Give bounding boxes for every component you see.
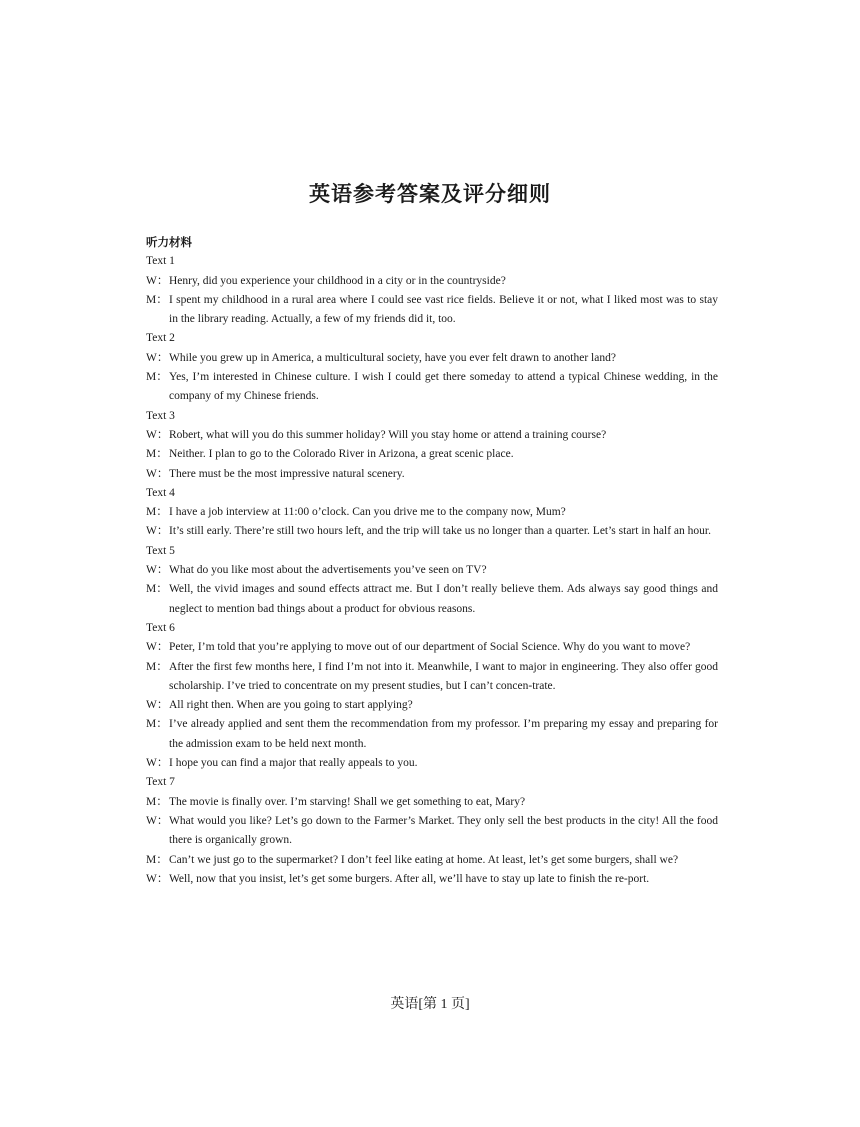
speaker-label: M： [146, 853, 168, 866]
dialogue-line [146, 754, 718, 773]
dialogue-text: What do you like most about the advertisements you’ve seen on TV? [169, 564, 487, 577]
text-heading: Text 2 [146, 332, 175, 345]
speaker-label: W： [146, 699, 169, 712]
text-heading: Text 7 [146, 776, 175, 789]
dialogue-text: All right then. When are you going to start applying? [169, 699, 413, 712]
dialogue-text: There must be the most impressive natural scenery. [169, 467, 405, 480]
speaker-label: W： [146, 564, 169, 577]
page-footer: 英语[第 1 页] [390, 997, 470, 1012]
dialogue-text: Well, the vivid images and sound effects attract me. But I don’t really believe them. Ads always say good things and neglect to mention bad things about a product for obvious reasons. [169, 583, 718, 615]
dialogue-line [146, 870, 718, 889]
dialogue-line [146, 561, 718, 580]
dialogue-text: I hope you can find a major that really appeals to you. [169, 757, 418, 770]
speaker-label: W： [146, 872, 169, 885]
dialogue-text: I have a job interview at 11:00 o’clock. Can you drive me to the company now, Mum? [169, 506, 566, 519]
listening-material [146, 233, 718, 889]
dialogue-line [146, 445, 718, 464]
dialogue-line [146, 291, 718, 330]
dialogue-line [146, 851, 718, 870]
speaker-label: W： [146, 351, 169, 364]
text-heading: Text 1 [146, 255, 175, 268]
dialogue-line [146, 522, 718, 541]
dialogue-text: While you grew up in America, a multicultural society, have you ever felt drawn to another land? [169, 351, 616, 364]
dialogue-line [146, 368, 718, 407]
speaker-label: W： [146, 814, 169, 827]
dialogue-text: Peter, I’m told that you’re applying to move out of our department of Social Science. Why do you want to move? [169, 641, 691, 654]
dialogue-text: Can’t we just go to the supermarket? I don’t feel like eating at home. At least, let’s get some burgers, shall we? [169, 853, 679, 866]
dialogue-text: Well, now that you insist, let’s get some burgers. After all, we’ll have to stay up late to finish the re-port. [169, 872, 650, 885]
dialogue-text: Robert, what will you do this summer holiday? Will you stay home or attend a training course? [169, 428, 607, 441]
speaker-label: W： [146, 467, 169, 480]
speaker-label: W： [146, 641, 169, 654]
dialogue-line [146, 638, 718, 657]
text-heading: Text 6 [146, 621, 175, 634]
dialogue-line [146, 349, 718, 368]
speaker-label: M： [146, 660, 168, 673]
speaker-label: M： [146, 293, 168, 306]
dialogue-line [146, 658, 718, 697]
speaker-label: M： [146, 448, 168, 461]
speaker-label: W： [146, 274, 169, 287]
speaker-label: M： [146, 795, 168, 808]
dialogue-text: It’s still early. There’re still two hours left, and the trip will take us no longer than a quarter. Let’s start in half an hour. [169, 525, 711, 538]
speaker-label: M： [146, 371, 168, 384]
dialogue-text: The movie is finally over. I’m starving! Shall we get something to eat, Mary? [169, 795, 526, 808]
speaker-label: M： [146, 583, 168, 596]
dialogue-text: Neither. I plan to go to the Colorado River in Arizona, a great scenic place. [169, 448, 514, 461]
dialogue-text: I’ve already applied and sent them the recommendation from my professor. I’m preparing my essay and preparing for the admission exam to be held next month. [169, 718, 718, 750]
dialogue-text: What would you like? Let’s go down to the Farmer’s Market. They only sell the best products in the city! All the food there is organically grown. [169, 814, 718, 847]
dialogue-text: Yes, I’m interested in Chinese culture. I wish I could get there someday to attend a typical Chinese wedding, in the company of my Chinese friends. [169, 371, 718, 403]
speaker-label: M： [146, 718, 168, 731]
text-heading: Text 5 [146, 544, 175, 557]
dialogue-text: After the first few months here, I find I’m not into it. Meanwhile, I want to major in engineering. They also offer good scholarship. I’ve tried to concentrate on my present studies, but I can’t concen-trate. [169, 660, 718, 692]
dialogue-line [146, 272, 718, 291]
section-title: 听力材料 [146, 235, 192, 249]
dialogue-text: Henry, did you experience your childhood in a city or in the countryside? [169, 274, 506, 287]
dialogue-line [146, 465, 718, 484]
dialogue-line [146, 580, 718, 619]
page-title: 英语参考答案及评分细则 [309, 182, 551, 206]
speaker-label: W： [146, 428, 169, 441]
speaker-label: M： [146, 506, 168, 519]
speaker-label: W： [146, 525, 169, 538]
dialogue-line [146, 503, 718, 522]
dialogue-line [146, 715, 718, 754]
text-heading: Text 4 [146, 486, 175, 499]
text-heading: Text 3 [146, 409, 175, 422]
dialogue-line [146, 426, 718, 445]
speaker-label: W： [146, 757, 169, 770]
dialogue-text: I spent my childhood in a rural area where I could see vast rice fields. Believe it or not, what I liked most was to stay in the library reading. Actually, a few of my friends did it, too. [169, 293, 718, 326]
dialogue-line [146, 696, 718, 715]
dialogue-line [146, 812, 718, 851]
dialogue-line [146, 793, 718, 812]
